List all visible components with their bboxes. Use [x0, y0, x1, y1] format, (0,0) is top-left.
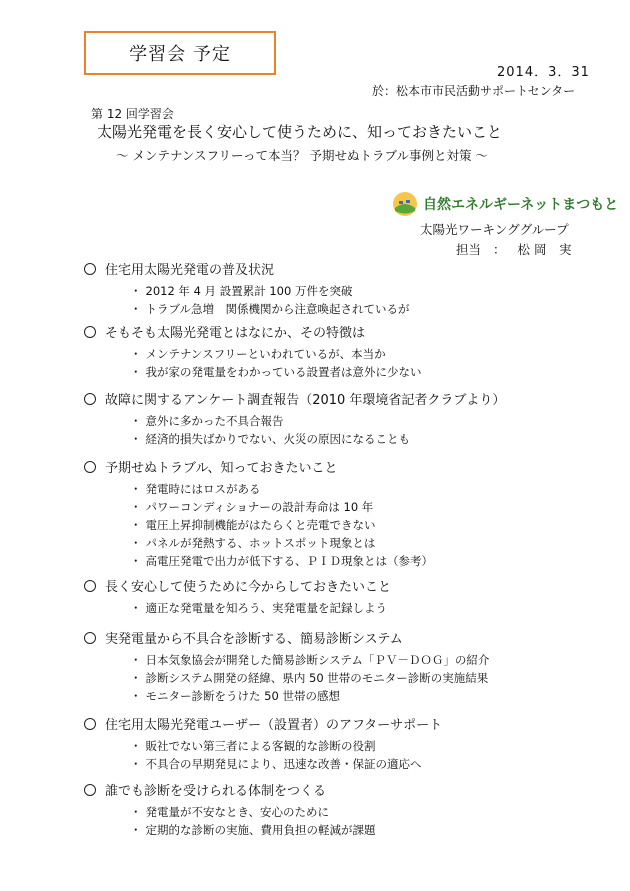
- circle-bullet-icon: [84, 580, 96, 592]
- agenda-section: [84, 457, 433, 570]
- list-item: [130, 498, 433, 516]
- bullet-dot-icon: ・: [130, 500, 142, 514]
- section-heading-text: そもそも太陽光発電とはなにか、その特徴は: [105, 326, 366, 341]
- list-item-text: 発電時にはロスがある: [145, 482, 261, 496]
- circle-bullet-icon: [84, 263, 96, 275]
- organization-logo-icon: [392, 191, 418, 217]
- section-heading-text: 予期せぬトラブル、知っておきたいこと: [105, 461, 338, 476]
- list-item: [130, 480, 433, 498]
- section-heading: [84, 780, 376, 799]
- agenda-section: [84, 322, 422, 381]
- bullet-dot-icon: ・: [130, 823, 142, 837]
- agenda-section: [84, 714, 442, 773]
- bullet-dot-icon: ・: [130, 739, 142, 753]
- date-text: 2014．3．31: [497, 65, 590, 80]
- list-item: [130, 534, 433, 552]
- list-item-text: 高電圧発電で出力が低下する、ＰＩＤ現象とは（参考）: [145, 554, 433, 568]
- agenda-section: [84, 576, 391, 617]
- list-item: [130, 552, 433, 570]
- list-item-text: 販社でない第三者による客観的な診断の役割: [145, 739, 376, 753]
- circle-bullet-icon: [84, 393, 96, 405]
- list-item: [130, 300, 410, 318]
- page-title: 学習会 予定: [84, 31, 276, 75]
- list-item: [130, 821, 376, 839]
- main-title: 太陽光発電を長く安心して使うために、知っておきたいこと: [97, 123, 503, 141]
- bullet-dot-icon: ・: [130, 365, 142, 379]
- list-item-text: パネルが発熱する、ホットスポット現象とは: [145, 536, 376, 550]
- section-heading-text: 故障に関するアンケート調査報告（2010 年環境省記者クラブより）: [105, 393, 506, 408]
- list-item-text: 経済的損失ばかりでない、火災の原因になることも: [145, 432, 410, 446]
- bullet-dot-icon: ・: [130, 671, 142, 685]
- bullet-dot-icon: ・: [130, 757, 142, 771]
- bullet-dot-icon: ・: [130, 347, 142, 361]
- bullet-dot-icon: ・: [130, 482, 142, 496]
- section-heading: [84, 628, 489, 647]
- list-item: [130, 669, 489, 687]
- section-heading: [84, 322, 422, 341]
- bullet-dot-icon: ・: [130, 518, 142, 532]
- list-item: [130, 803, 376, 821]
- section-heading-text: 住宅用太陽光発電ユーザー（設置者）のアフターサポート: [105, 718, 443, 733]
- list-item-text: 意外に多かった不具合報告: [145, 414, 284, 428]
- agenda-section: [84, 259, 410, 318]
- bullet-dot-icon: ・: [130, 302, 142, 316]
- list-item: [130, 516, 433, 534]
- list-item: [130, 651, 489, 669]
- agenda-section: [84, 780, 376, 839]
- list-item: [130, 282, 410, 300]
- section-heading: [84, 714, 442, 733]
- bullet-dot-icon: ・: [130, 653, 142, 667]
- bullet-dot-icon: ・: [130, 414, 142, 428]
- section-heading-text: 長く安心して使うために今からしておきたいこと: [105, 580, 392, 595]
- list-item-text: 適正な発電量を知ろう、実発電量を記録しよう: [145, 601, 387, 615]
- person-label: 担当: [456, 242, 482, 257]
- bullet-dot-icon: ・: [130, 689, 142, 703]
- section-heading: [84, 576, 391, 595]
- list-item-text: 電圧上昇抑制機能がはたらくと売電できない: [145, 518, 376, 532]
- section-heading: [84, 457, 433, 476]
- bullet-dot-icon: ・: [130, 805, 142, 819]
- list-item-text: 不具合の早期発見により、迅速な改善・保証の適応へ: [145, 757, 422, 771]
- list-item-text: 我が家の発電量をわかっている設置者は意外に少ない: [145, 365, 422, 379]
- section-heading: [84, 389, 505, 408]
- sub-title: ～ メンテナンスフリーって本当？ 予期せぬトラブル事例と対策 ～: [116, 148, 488, 163]
- list-item: [130, 363, 422, 381]
- person-in-charge: [456, 240, 584, 258]
- circle-bullet-icon: [84, 784, 96, 796]
- bullet-dot-icon: ・: [130, 536, 142, 550]
- list-item-text: トラブル急増 関係機関から注意喚起されているが: [145, 302, 410, 316]
- person-name: 松 岡 実: [517, 242, 572, 257]
- bullet-dot-icon: ・: [130, 284, 142, 298]
- bullet-dot-icon: ・: [130, 601, 142, 615]
- list-item-text: 診断システム開発の経緯、県内 50 世帯のモニター診断の実施結果: [145, 671, 489, 685]
- section-heading-text: 実発電量から不具合を診断する、簡易診断システム: [105, 632, 403, 647]
- list-item-text: 発電量が不安なとき、安心のために: [145, 805, 330, 819]
- bullet-dot-icon: ・: [130, 432, 142, 446]
- section-heading: [84, 259, 410, 278]
- list-item-text: 定期的な診断の実施、費用負担の軽減が課題: [145, 823, 376, 837]
- section-heading-text: 住宅用太陽光発電の普及状況: [105, 263, 275, 278]
- list-item: [130, 599, 391, 617]
- group-name: 太陽光ワーキンググループ: [420, 222, 569, 237]
- list-item-text: パワーコンディショナーの設計寿命は 10 年: [145, 500, 374, 514]
- organization-logo-block: [392, 191, 618, 217]
- list-item: [130, 412, 505, 430]
- circle-bullet-icon: [84, 632, 96, 644]
- list-item: [130, 737, 442, 755]
- bullet-dot-icon: ・: [130, 554, 142, 568]
- agenda-section: [84, 628, 489, 705]
- circle-bullet-icon: [84, 718, 96, 730]
- list-item: [130, 345, 422, 363]
- venue-text: 於：松本市市民活動サポートセンター: [372, 84, 576, 98]
- circle-bullet-icon: [84, 326, 96, 338]
- list-item-text: 日本気象協会が開発した簡易診断システム「ＰＶ－ＤＯＧ」の紹介: [145, 653, 490, 667]
- list-item: [130, 430, 505, 448]
- agenda-section: [84, 389, 505, 448]
- list-item: [130, 687, 489, 705]
- list-item-text: メンテナンスフリーといわれているが、本当か: [145, 347, 386, 361]
- person-separator: ：: [493, 242, 506, 257]
- list-item: [130, 755, 442, 773]
- circle-bullet-icon: [84, 461, 96, 473]
- list-item-text: 2012 年 4 月 設置累計 100 万件を突破: [145, 284, 353, 298]
- organization-name: 自然エネルギーネットまつもと: [423, 197, 619, 213]
- session-label: 第 12 回学習会: [91, 107, 174, 121]
- section-heading-text: 誰でも診断を受けられる体制をつくる: [105, 784, 327, 799]
- list-item-text: モニター診断をうけた 50 世帯の感想: [145, 689, 340, 703]
